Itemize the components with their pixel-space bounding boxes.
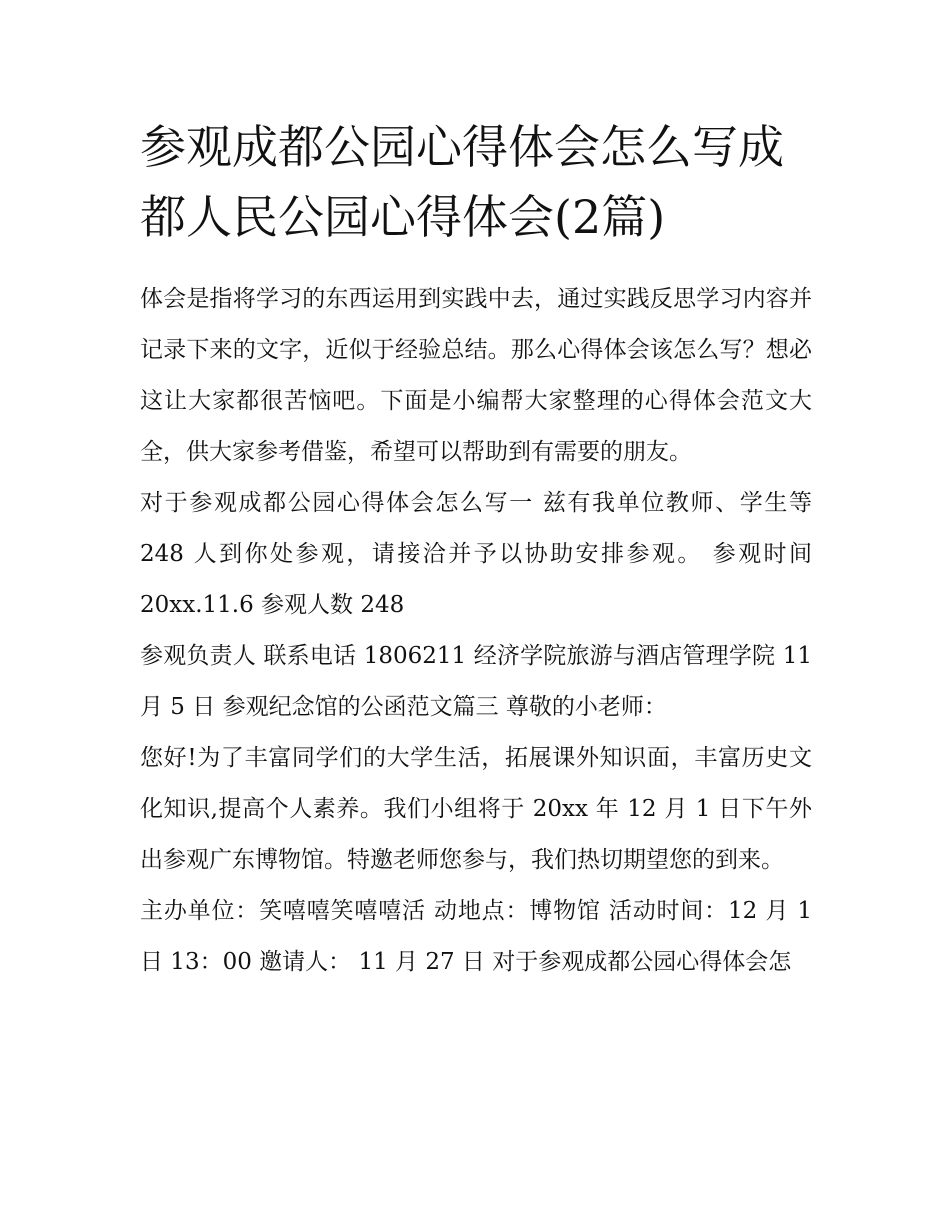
intro-paragraph: 体会是指将学习的东西运用到实践中去，通过实践反思学习内容并记录下来的文字，近似于经验总结。那么心得体会该怎么写？想必这让大家都很苦恼吧。下面是小编帮大家整理的心得体会范文大全，供大家参考借鉴，希望可以帮助到有需要的朋友。: [140, 286, 812, 465]
contact-paragraph: 参观负责人 联系电话 1806211 经济学院旅游与酒店管理学院 11 月 5 日 参观纪念馆的公函范文篇三 尊敬的小老师：: [140, 643, 812, 720]
event-details-paragraph: 主办单位：笑嘻嘻笑嘻嘻活 动地点：博物馆 活动时间：12 月 1 日 13：00 邀请人： 11 月 27 日 对于参观成都公园心得体会怎: [140, 898, 812, 975]
invitation-paragraph: 您好!为了丰富同学们的大学生活，拓展课外知识面，丰富历史文化知识,提高个人素养。我们小组将于 20xx 年 12 月 1 日下午外出参观广东博物馆。特邀老师您参与，我们热切期望您的到来。: [140, 745, 812, 873]
document-page: [140, 112, 812, 988]
visit-request-paragraph: 对于参观成都公园心得体会怎么写一 兹有我单位教师、学生等 248 人到你处参观，请接洽并予以协助安排参观。 参观时间 20xx.11.6 参观人数 248: [140, 490, 812, 618]
document-title: 参观成都公园心得体会怎么写成都人民公园心得体会(2篇): [140, 120, 784, 244]
document-body: [140, 274, 812, 988]
